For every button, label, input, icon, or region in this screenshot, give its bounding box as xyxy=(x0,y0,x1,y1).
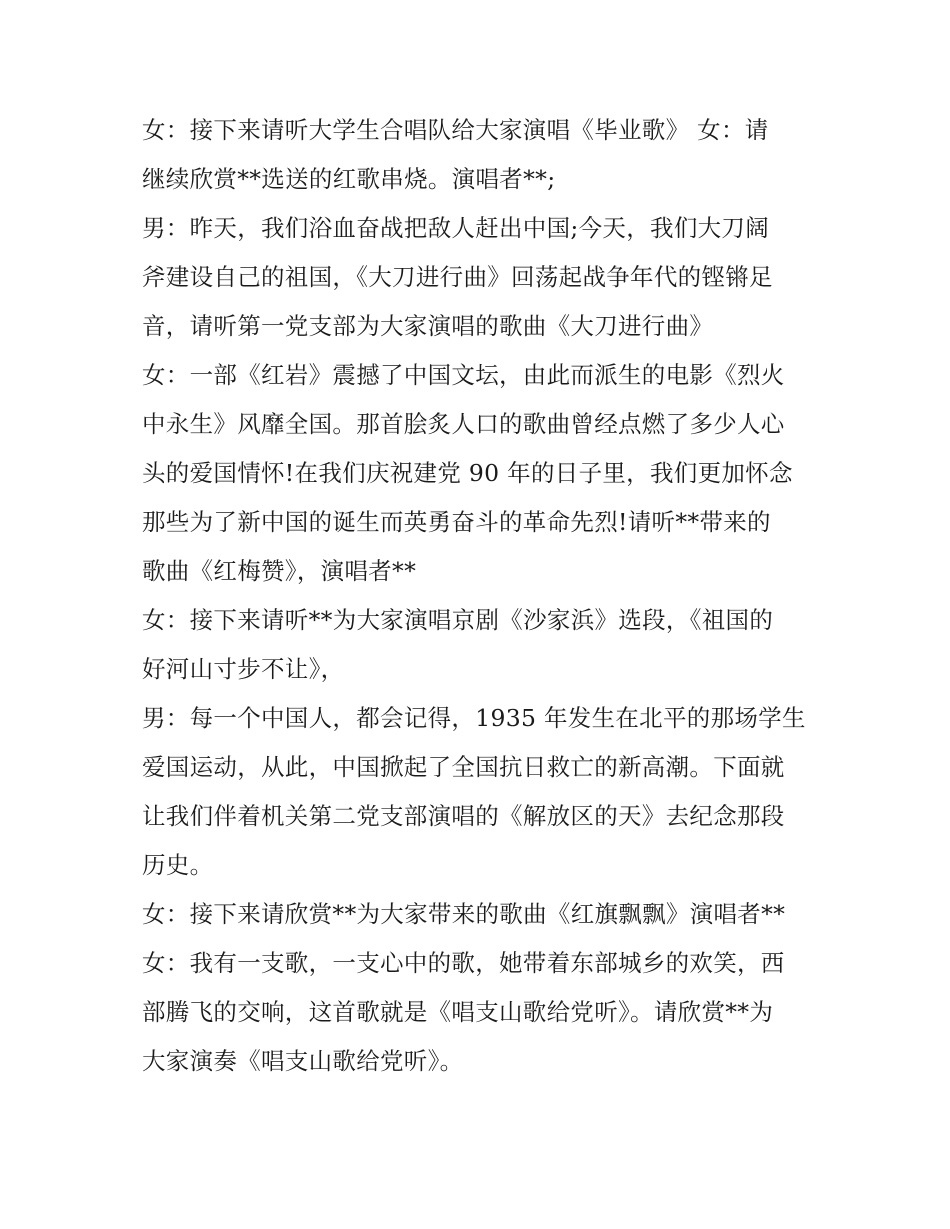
text-line: 头的爱国情怀!在我们庆祝建党 90 年的日子里，我们更加怀念 xyxy=(142,459,793,487)
text-line: 男：昨天，我们浴血奋战把敌人赶出中国;今天，我们大刀阔 xyxy=(142,214,770,242)
text-line: 斧建设自己的祖国，《大刀进行曲》回荡起战争年代的铿锵足 xyxy=(142,263,773,291)
text-line: 女：接下来请听**为大家演唱京剧《沙家浜》选段，《祖国的 xyxy=(142,606,774,634)
text-line: 好河山寸步不让》， xyxy=(142,655,345,683)
text-line: 部腾飞的交响，这首歌就是《唱支山歌给党听》。请欣赏**为 xyxy=(142,998,774,1026)
text-line: 女：接下来请欣赏**为大家带来的歌曲《红旗飘飘》演唱者** xyxy=(142,900,786,928)
text-line: 继续欣赏**选送的红歌串烧。演唱者**; xyxy=(142,165,556,193)
text-line: 女：我有一支歌，一支心中的歌，她带着东部城乡的欢笑，西 xyxy=(142,949,785,977)
text-line: 中永生》风靡全国。那首脍炙人口的歌曲曾经点燃了多少人心 xyxy=(142,410,785,438)
document-body xyxy=(142,106,822,1086)
text-line: 女：一部《红岩》震撼了中国文坛，由此而派生的电影《烈火 xyxy=(142,361,785,389)
text-line: 歌曲《红梅赞》，演唱者** xyxy=(142,557,417,585)
text-line: 历史。 xyxy=(142,851,214,879)
text-line: 音，请听第一党支部为大家演唱的歌曲《大刀进行曲》 xyxy=(142,312,714,340)
text-line: 爱国运动，从此，中国掀起了全国抗日救亡的新高潮。下面就 xyxy=(142,753,785,781)
text-line: 让我们伴着机关第二党支部演唱的《解放区的天》去纪念那段 xyxy=(142,802,785,830)
text-line: 那些为了新中国的诞生而英勇奋斗的革命先烈!请听**带来的 xyxy=(142,508,771,536)
text-line: 女：接下来请听大学生合唱队给大家演唱《毕业歌》 女：请 xyxy=(142,116,769,144)
text-line: 大家演奏《唱支山歌给党听》。 xyxy=(142,1047,464,1075)
text-line: 男：每一个中国人，都会记得，1935 年发生在北平的那场学生 xyxy=(142,704,806,732)
